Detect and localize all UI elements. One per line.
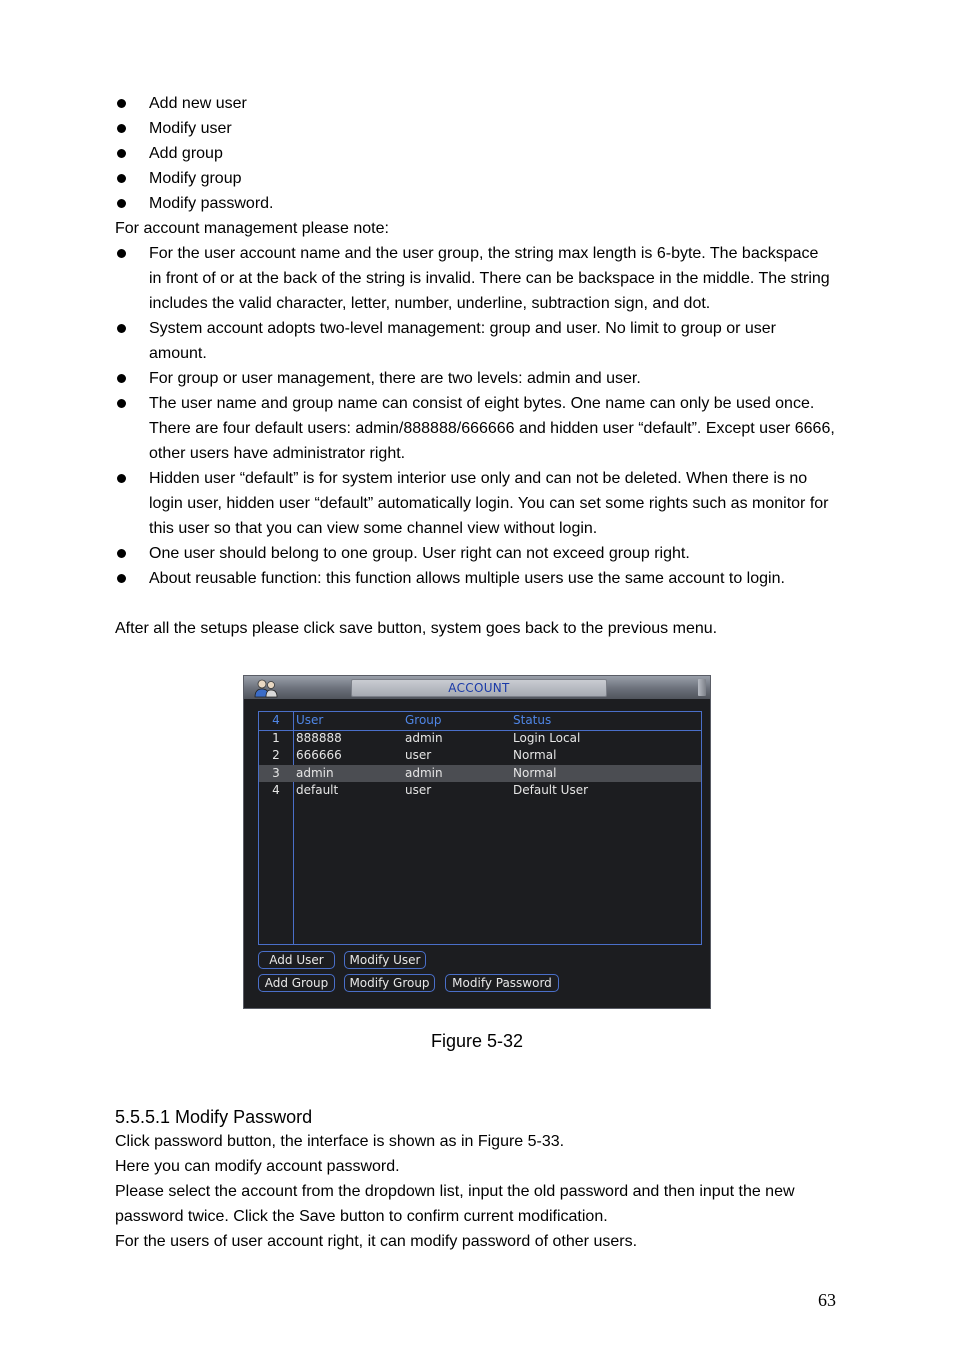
- header-count: 4: [272, 713, 280, 727]
- list-item: The user name and group name can consist of eight bytes. One name can only be used once. There are four default users: admin/888888/666666 and hidden user “default”. Except user 6666, other users have administrator right.: [115, 391, 835, 466]
- window-titlebar: [244, 676, 710, 699]
- list-item: Add new user: [115, 91, 835, 116]
- modify-user-button[interactable]: Modify User: [344, 951, 426, 969]
- section-title: 5.5.5.1 Modify Password: [115, 1107, 313, 1127]
- account-table: [258, 711, 702, 945]
- add-group-button[interactable]: Add Group: [258, 974, 335, 992]
- list-item: For group or user management, there are two levels: admin and user.: [115, 366, 835, 391]
- bullet-icon: [117, 574, 126, 583]
- window-title: ACCOUNT: [351, 679, 607, 697]
- header-group: Group: [405, 713, 442, 727]
- paragraph: Please select the account from the dropdown list, input the old password and then input the new: [115, 1183, 795, 1200]
- bullet-icon: [117, 549, 126, 558]
- operations-list: [115, 91, 835, 216]
- modify-password-button[interactable]: Modify Password: [445, 974, 559, 992]
- list-item: System account adopts two-level management: group and user. No limit to group or user amount.: [115, 316, 835, 366]
- after-setup-text: After all the setups please click save button, system goes back to the previous menu.: [115, 620, 718, 637]
- users-icon: [253, 678, 279, 698]
- bullet-icon: [117, 399, 126, 408]
- account-window: [243, 675, 711, 1009]
- table-header: [259, 712, 701, 729]
- table-row-selected[interactable]: 3 admin admin Normal: [259, 765, 701, 782]
- list-item: Modify user: [115, 116, 835, 141]
- paragraph: For the users of user account right, it can modify password of other users.: [115, 1233, 638, 1250]
- list-item: One user should belong to one group. User right can not exceed group right.: [115, 541, 835, 566]
- paragraph: Here you can modify account password.: [115, 1158, 400, 1175]
- window-grip-icon[interactable]: [698, 679, 706, 696]
- bullet-icon: [117, 199, 126, 208]
- modify-group-button[interactable]: Modify Group: [344, 974, 435, 992]
- list-item: Hidden user “default” is for system interior use only and can not be deleted. When there is no login user, hidden user “default” automatically login. You can set some rights such as monitor for this user so that you can view some channel view without login.: [115, 466, 835, 541]
- header-user: User: [296, 713, 324, 727]
- bullet-icon: [117, 374, 126, 383]
- bullet-icon: [117, 474, 126, 483]
- notes-intro: For account management please note:: [115, 220, 389, 237]
- bullet-icon: [117, 249, 126, 258]
- list-item: Modify group: [115, 166, 835, 191]
- table-row[interactable]: 2 666666 user Normal: [272, 748, 557, 762]
- bullet-icon: [117, 99, 126, 108]
- figure-caption: Figure 5-32: [430, 1031, 524, 1051]
- bullet-icon: [117, 174, 126, 183]
- notes-list: [115, 241, 835, 591]
- paragraph: Click password button, the interface is shown as in Figure 5-33.: [115, 1133, 565, 1150]
- list-item: Add group: [115, 141, 835, 166]
- add-user-button[interactable]: Add User: [258, 951, 335, 969]
- list-item: Modify password.: [115, 191, 835, 216]
- bullet-icon: [117, 149, 126, 158]
- list-item: About reusable function: this function allows multiple users use the same account to login.: [115, 566, 835, 591]
- paragraph: password twice. Click the Save button to confirm current modification.: [115, 1208, 608, 1225]
- table-row[interactable]: 1 888888 admin Login Local: [272, 731, 581, 745]
- list-item: For the user account name and the user group, the string max length is 6-byte. The backspace in front of or at the back of the string is invalid. There can be backspace in the middle. The string includes the valid character, letter, number, underline, subtraction sign, and dot.: [115, 241, 835, 316]
- header-status: Status: [513, 713, 552, 727]
- table-row[interactable]: 4 default user Default User: [272, 783, 589, 797]
- bullet-icon: [117, 324, 126, 333]
- page-number: 63: [818, 1290, 836, 1310]
- bullet-icon: [117, 124, 126, 133]
